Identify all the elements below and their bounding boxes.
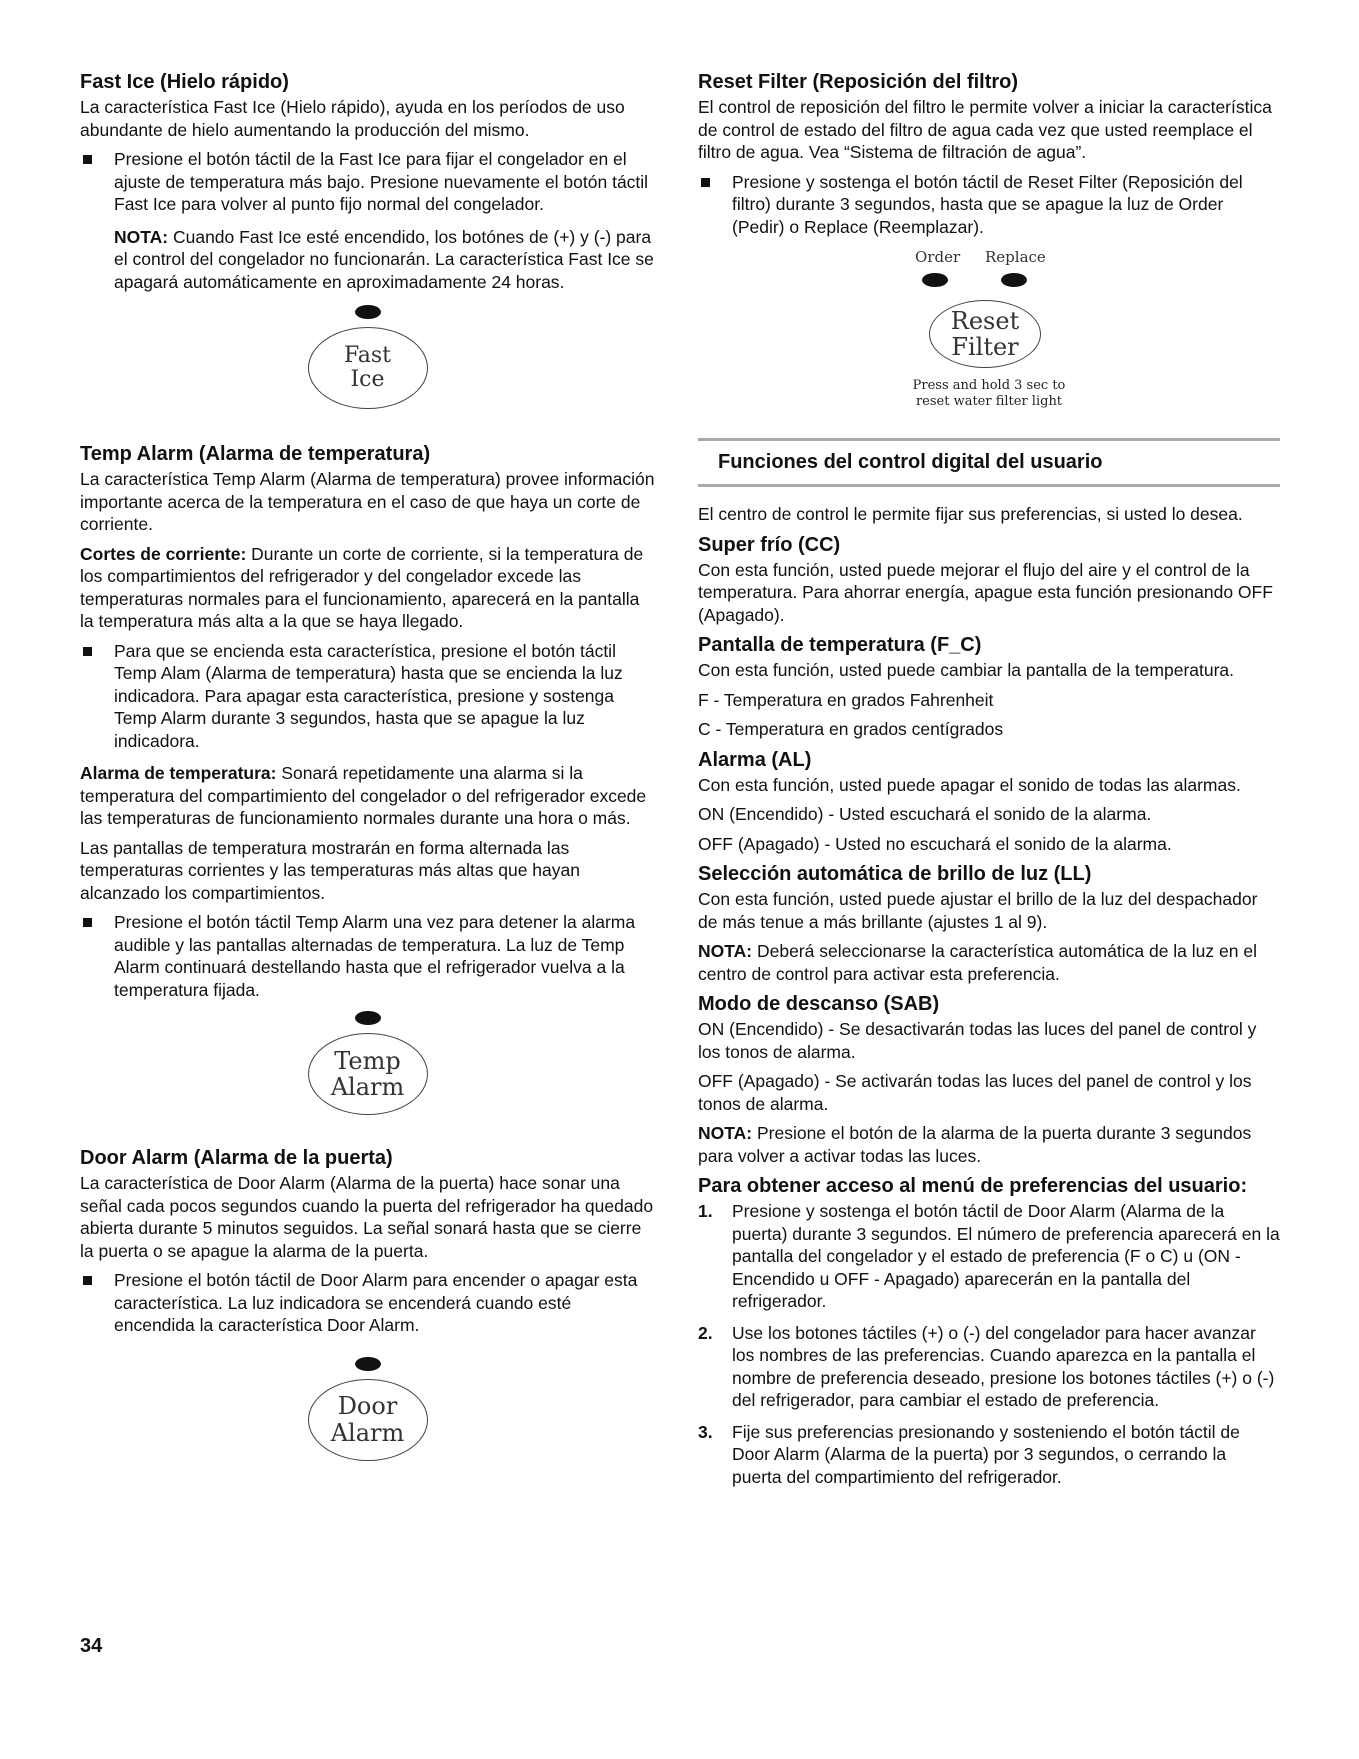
alarma-title: Alarma (AL) — [698, 748, 812, 771]
temp-alarm-button — [308, 1033, 428, 1115]
right-column — [698, 70, 1280, 1497]
note-text: Cuando Fast Ice esté encendido, los botónes de (+) y (-) para el control del congelador no funcionarán. La característica Fast Ice se apagará automáticamente en aproximadamente 24 horas. — [114, 226, 654, 292]
digital-intro: El centro de control le permite fijar sus preferencias, si usted lo desea. — [698, 504, 1243, 524]
note-text: Deberá seleccionarse la característica automática de la luz en el centro de control para activar esta preferencia. — [698, 941, 1257, 984]
alarm-label: Alarma de temperatura: — [80, 763, 277, 783]
outage-label: Cortes de corriente: — [80, 543, 247, 564]
indicator-light — [355, 305, 381, 319]
reset-filter-bullet: Presione y sostenga el botón táctil de Reset Filter (Reposición del filtro) durante 3 segundos, hasta que se apague la luz de Order (Pedir) o Replace (Reemplazar). — [698, 171, 1280, 239]
page-number: 34 — [80, 1635, 103, 1657]
menu-title: Para obtener acceso al menú de preferencias del usuario: — [698, 1175, 1248, 1197]
button-label-line2: Filter — [951, 333, 1019, 361]
fast-ice-intro: La característica Fast Ice (Hielo rápido), ayuda en los períodos de uso abundante de hielo aumentando la producción del mismo. — [80, 97, 625, 140]
temp-alarm-bullet-2: Presione el botón táctil Temp Alarm una vez para detener la alarma audible y las pantallas alternadas de temperatura. La luz de Temp Alarm continuará destellando hasta que el refrigerador vuelva a la temperatura fijada. — [80, 911, 655, 1001]
pantalla-f-line: F - Temperatura en grados Fahrenheit — [698, 689, 994, 710]
modo-off: OFF (Apagado) - Se activarán todas las luces del panel de control y los tonos de alarma. — [698, 1071, 1252, 1114]
door-alarm-button — [308, 1379, 428, 1461]
brillo-title: Selección automática de brillo de luz (LL) — [698, 863, 1092, 885]
note-label: NOTA: — [698, 1123, 753, 1143]
list-item — [698, 1421, 1280, 1489]
reset-filter-intro: El control de reposición del filtro le permite volver a iniciar la característica de control de estado del filtro de agua cada vez que usted reemplace el filtro de agua. Vea “Sistema de filtración de agua”. — [698, 97, 1272, 162]
note-label: NOTA: — [114, 226, 169, 247]
step-text: Presione y sostenga el botón táctil de Door Alarm (Alarma de la puerta) durante 3 segundos. El número de preferencia aparecerá en la pantalla del congelador y el estado de preferencia (F o C) u (ON - Encendido u OFF - Apagado) aparecerán en la pantalla del refrigerador. — [732, 1201, 1280, 1311]
note-label: NOTA: — [698, 941, 753, 961]
replace-label: Replace — [985, 248, 1046, 266]
list-item — [698, 1200, 1280, 1313]
note-text: Presione el botón de la alarma de la puerta durante 3 segundos para volver a activar todas las luces. — [698, 1123, 1252, 1166]
step-number: 3. — [698, 1421, 713, 1442]
reset-filter-title: Reset Filter (Reposición del filtro) — [698, 71, 1019, 93]
button-label-line1: Door — [337, 1392, 398, 1421]
fast-ice-button — [308, 327, 428, 409]
fast-ice-bullet: Presione el botón táctil de la Fast Ice para fijar el congelador en el ajuste de temperatura más bajo. Presione nuevamente el botón táctil Fast Ice para volver al punto fijo normal del congelador. — [80, 148, 655, 216]
outage-text: Durante un corte de corriente, si la temperatura de los compartimientos del refrigerador y del congelador excede las temperaturas normales para el funcionamiento, aparecerá en la pantalla la temperatura más alta a la que se haya llegado. — [80, 543, 644, 631]
fast-ice-title: Fast Ice (Hielo rápido) — [80, 71, 289, 93]
step-text: Fije sus preferencias presionando y sosteniendo el botón táctil de Door Alarm (Alarma de la puerta) por 3 segundos, o cerrando la puerta del compartimiento del refrigerador. — [732, 1421, 1240, 1487]
pantalla-c-line: C - Temperatura en grados centígrados — [698, 719, 1004, 739]
modo-note — [698, 1122, 1280, 1167]
button-label-line2: Alarm — [330, 1418, 405, 1447]
pantalla-text: Con esta función, usted puede cambiar la pantalla de la temperatura. — [698, 660, 1235, 680]
reset-filter-figure — [889, 248, 1089, 428]
alarma-off: OFF (Apagado) - Usted no escuchará el sonido de la alarma. — [698, 833, 1172, 854]
reset-caption — [889, 378, 1089, 410]
button-label-line2: Ice — [350, 367, 385, 392]
order-indicator-light — [922, 273, 948, 287]
button-label-line1: Temp — [334, 1046, 401, 1075]
digital-section-header — [698, 438, 1280, 487]
temp-alarm-display: Las pantallas de temperatura mostrarán en forma alternada las temperaturas corrientes y las temperaturas más altas que hayan alcanzado los compartimientos. — [80, 837, 580, 903]
modo-title: Modo de descanso (SAB) — [698, 993, 940, 1015]
menu-steps — [698, 1200, 1280, 1488]
super-frio-text: Con esta función, usted puede mejorar el flujo del aire y el control de la temperatura. Para ahorrar energía, apague esta función presionando OFF (Apagado). — [698, 559, 1273, 625]
temp-alarm-button-figure — [298, 1011, 438, 1126]
indicator-light — [355, 1357, 381, 1371]
step-number: 2. — [698, 1322, 713, 1343]
alarma-text: Con esta función, usted puede apagar el sonido de todas las alarmas. — [698, 774, 1241, 795]
left-column — [80, 70, 655, 1472]
door-alarm-intro: La característica de Door Alarm (Alarma de la puerta) hace sonar una señal cada pocos segundos cuando la puerta del refrigerador ha quedado abierta durante 5 minutos seguidos. La señal sonará hasta que se cierre la puerta o se apague la alarma de la puerta. — [80, 1173, 654, 1261]
pantalla-title: Pantalla de temperatura (F_C) — [698, 634, 982, 656]
indicator-light — [355, 1011, 381, 1025]
temp-alarm-bullet-1: Para que se encienda esta característica, presione el botón táctil Temp Alam (Alarma de temperatura) hasta que se encienda la luz indicadora. Para apagar esta característica, presione y sostenga Temp Alarm durante 3 segundos, hasta que se apague la luz indicadora. — [80, 640, 655, 753]
button-label-line1: Fast — [343, 342, 392, 368]
brillo-note — [698, 940, 1280, 985]
brillo-text: Con esta función, usted puede ajustar el brillo de la luz del despachador de más tenue a más brillante (ajustes 1 al 9). — [698, 889, 1258, 932]
button-label-line1: Reset — [950, 306, 1020, 335]
temp-alarm-alarm — [80, 762, 655, 830]
fast-ice-button-figure — [298, 305, 438, 420]
button-label-line2: Alarm — [330, 1073, 405, 1101]
reset-filter-button — [929, 300, 1041, 368]
digital-section-title: Funciones del control digital del usuario — [718, 451, 1103, 473]
temp-alarm-outage — [80, 543, 655, 633]
door-alarm-button-figure — [298, 1357, 438, 1472]
door-alarm-title: Door Alarm (Alarma de la puerta) — [80, 1147, 393, 1169]
alarm-text: Sonará repetidamente una alarma si la temperatura del compartimiento del congelador o del refrigerador excede las temperaturas de funcionamiento normales durante una hora o más. — [80, 763, 647, 828]
step-text: Use los botones táctiles (+) o (-) del congelador para hacer avanzar los nombres de las preferencias. Cuando aparezca en la pantalla el nombre de preferencia deseado, presione los botones táctiles (+) o (-) del refrigerador, para cambiar el estado de preferencia. — [732, 1322, 1275, 1410]
super-frio-title: Super frío (CC) — [698, 533, 841, 556]
list-item — [698, 1322, 1280, 1412]
modo-on: ON (Encendido) - Se desactivarán todas las luces del panel de control y los tonos de alarma. — [698, 1019, 1257, 1062]
temp-alarm-title: Temp Alarm (Alarma de temperatura) — [80, 443, 431, 465]
alarma-on: ON (Encendido) - Usted escuchará el sonido de la alarma. — [698, 804, 1152, 824]
step-number: 1. — [698, 1201, 713, 1221]
replace-indicator-light — [1001, 273, 1027, 287]
temp-alarm-intro: La característica Temp Alarm (Alarma de temperatura) provee información importante acerca de la temperatura en el caso de que haya un corte de corriente. — [80, 469, 655, 534]
caption-line1: Press and hold 3 sec to — [912, 378, 1066, 393]
caption-line2: reset water filter light — [915, 394, 1063, 409]
door-alarm-bullet: Presione el botón táctil de Door Alarm para encender o apagar esta característica. La luz indicadora se encenderá cuando esté encendida la característica Door Alarm. — [80, 1269, 655, 1337]
order-label: Order — [915, 248, 961, 266]
fast-ice-note — [80, 226, 655, 294]
